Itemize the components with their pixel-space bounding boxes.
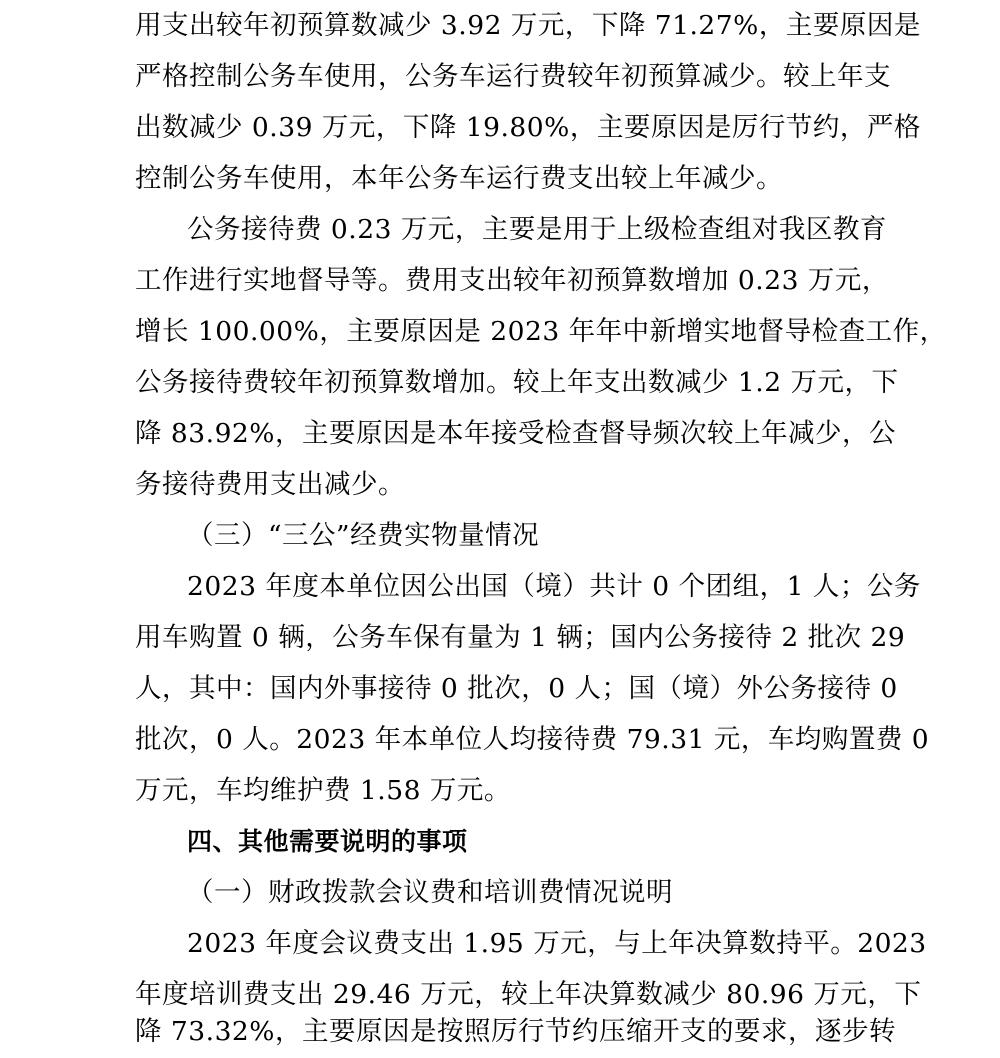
text-line: 批次，0 人。2023 年本单位人均接待费 79.31 元，车均购置费 0 xyxy=(135,724,930,755)
text-line: 公务接待费较年初预算数增加。较上年支出数减少 1.2 万元，下 xyxy=(135,367,899,398)
text-line: 公务接待费 0.23 万元，主要是用于上级检查组对我区教育 xyxy=(187,214,887,245)
section-subheading: （三）“三公”经费实物量情况 xyxy=(187,520,540,551)
text-line: 用支出较年初预算数减少 3.92 万元，下降 71.27%，主要原因是 xyxy=(135,10,921,41)
text-line: 2023 年度会议费支出 1.95 万元，与上年决算数持平。2023 xyxy=(187,928,927,959)
text-line: 用车购置 0 辆，公务车保有量为 1 辆；国内公务接待 2 批次 29 xyxy=(135,622,906,653)
text-line: 工作进行实地督导等。费用支出较年初预算数增加 0.23 万元， xyxy=(135,265,889,296)
text-line: 严格控制公务车使用，公务车运行费较年初预算减少。较上年支 xyxy=(135,61,891,92)
text-line: 降 83.92%，主要原因是本年接受检查督导频次较上年减少，公 xyxy=(135,418,896,449)
text-line: 年度培训费支出 29.46 万元，较上年决算数减少 80.96 万元，下 xyxy=(135,979,922,1010)
text-line: 降 73.32%，主要原因是按照厉行节约压缩开支的要求，逐步转 xyxy=(135,1016,896,1047)
text-line: 万元，车均维护费 1.58 万元。 xyxy=(135,775,511,806)
section-heading: 四、其他需要说明的事项 xyxy=(187,827,468,856)
text-line: 2023 年度本单位因公出国（境）共计 0 个团组，1 人；公务 xyxy=(187,571,921,602)
text-line: 务接待费用支出减少。 xyxy=(135,469,405,500)
section-subheading: （一）财政拨款会议费和培训费情况说明 xyxy=(187,877,673,908)
text-line: 人，其中：国内外事接待 0 批次，0 人；国（境）外公务接待 0 xyxy=(135,673,898,704)
text-line: 出数减少 0.39 万元，下降 19.80%，主要原因是厉行节约，严格 xyxy=(135,112,921,143)
text-line: 控制公务车使用，本年公务车运行费支出较上年减少。 xyxy=(135,163,783,194)
text-line: 增长 100.00%，主要原因是 2023 年年中新增实地督导检查工作， xyxy=(135,316,947,347)
